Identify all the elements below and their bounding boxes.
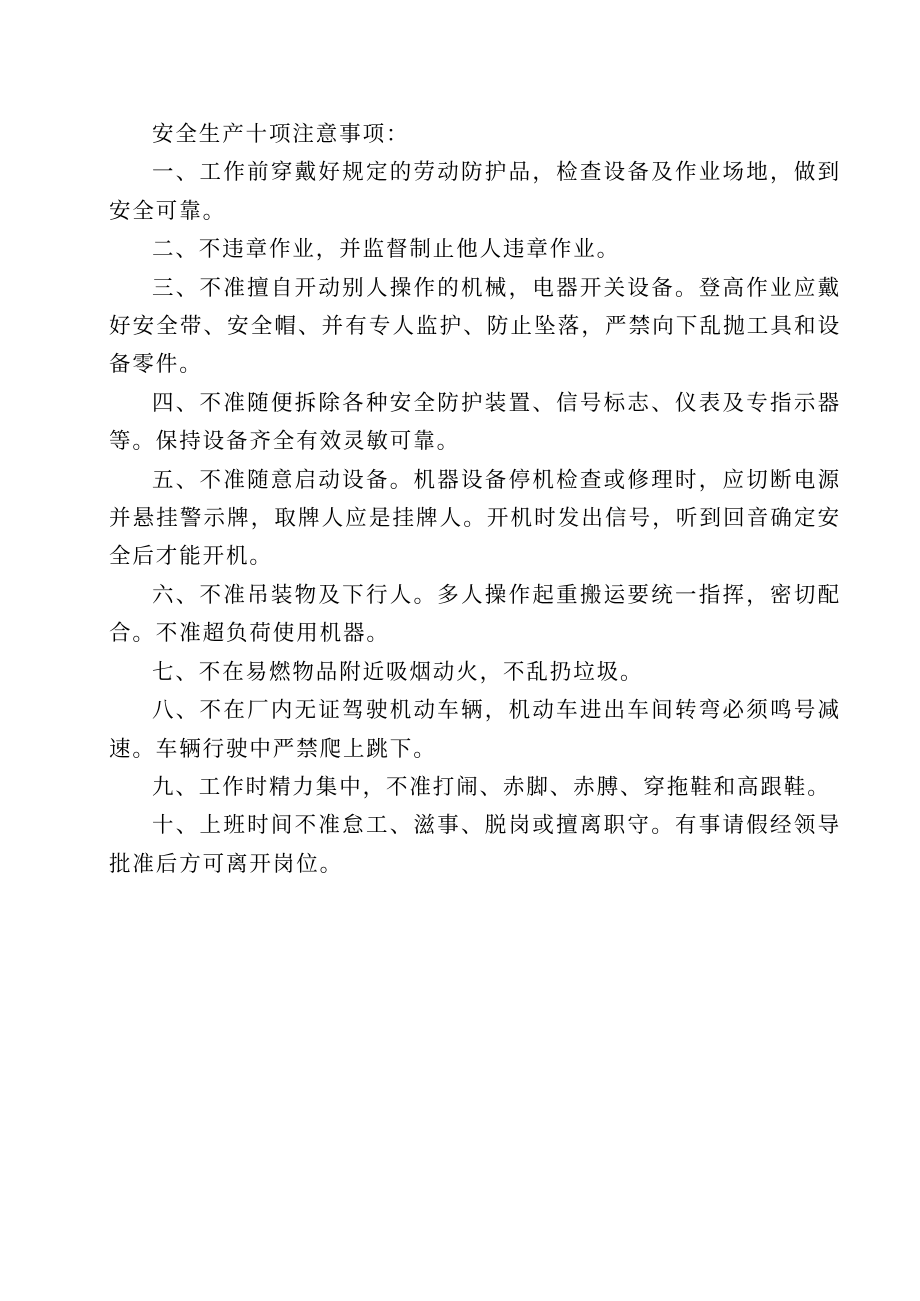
rule-item-4: 四、不准随便拆除各种安全防护装置、信号标志、仪表及专指示器等。保持设备齐全有效灵敏可靠。 [109, 390, 841, 455]
rule-item-7: 七、不在易燃物品附近吸烟动火，不乱扔垃圾。 [152, 659, 644, 685]
rule-item-6: 六、不准吊装物及下行人。多人操作起重搬运要统一指挥，密切配合。不准超负荷使用机器。 [109, 582, 841, 647]
rule-item-2: 二、不违章作业，并监督制止他人违章作业。 [152, 237, 621, 263]
rule-item-8: 八、不在厂内无证驾驶机动车辆，机动车进出车间转弯必须鸣号减速。车辆行驶中严禁爬上跳下。 [109, 698, 841, 762]
document-heading: 安全生产十项注意事项： [152, 122, 410, 147]
document-body [109, 116, 841, 884]
rule-item-5: 五、不准随意启动设备。机器设备停机检查或修理时，应切断电源并悬挂警示牌，取牌人应是挂牌人。开机时发出信号，听到回音确定安全后才能开机。 [109, 467, 841, 570]
rule-item-1: 一、工作前穿戴好规定的劳动防护品，检查设备及作业场地，做到安全可靠。 [109, 160, 841, 224]
rule-item-10: 十、上班时间不准怠工、滋事、脱岗或擅离职守。有事请假经领导批准后方可离开岗位。 [109, 813, 841, 877]
rule-item-9: 九、工作时精力集中，不准打闹、赤脚、赤膊、穿拖鞋和高跟鞋。 [152, 774, 831, 800]
rule-item-3: 三、不准擅自开动别人操作的机械，电器开关设备。登高作业应戴好安全带、安全帽、并有专人监护、防止坠落，严禁向下乱抛工具和设备零件。 [109, 275, 841, 378]
